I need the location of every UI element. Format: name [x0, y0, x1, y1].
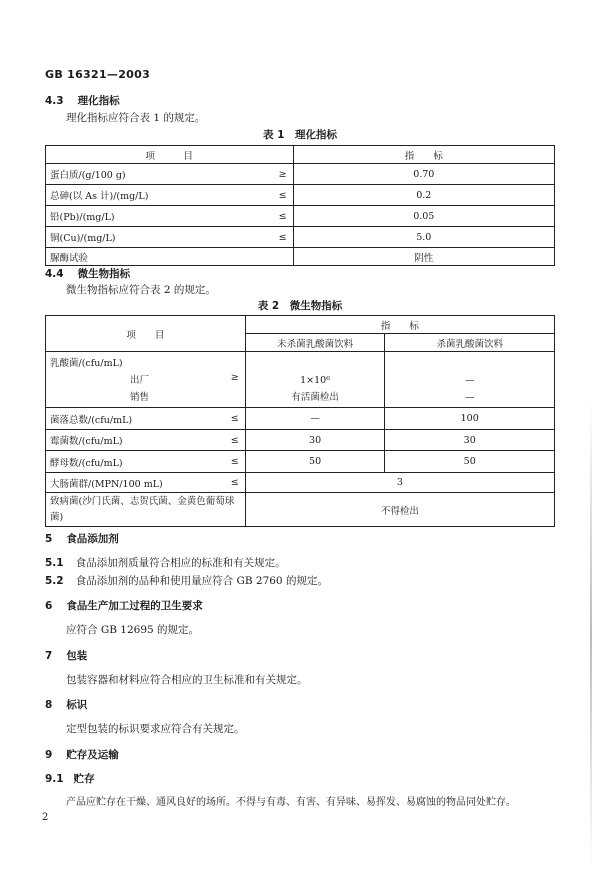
table-row: [46, 185, 555, 206]
table-2-caption: 表 2 微生物指标: [257, 300, 343, 312]
section-title: 贮存: [73, 773, 95, 785]
table-row: [46, 164, 555, 185]
document-header: GB 16321—2003: [45, 68, 151, 81]
table-cell-value: 30: [385, 430, 555, 451]
section-5-1: [45, 555, 286, 570]
table-cell-symbol: ≥: [223, 352, 245, 408]
table-row-lactic: [46, 352, 555, 408]
table-cell-value: 50: [245, 451, 385, 473]
table-cell-symbol: ≤: [223, 451, 245, 473]
table-row: [46, 451, 555, 473]
table-cell-value: 30: [245, 430, 385, 451]
table-1: [45, 145, 555, 266]
table-cell-symbol: ≥: [271, 164, 293, 185]
section-text: 食品添加剂的品种和使用量应符合 GB 2760 的规定。: [75, 575, 328, 587]
table-1-header-index: 指 标: [293, 146, 554, 164]
section-number: 4.3: [45, 95, 64, 107]
section-6-heading: [45, 598, 203, 613]
section-title: 标识: [66, 699, 88, 711]
table-cell-item: 酵母数/(cfu/mL): [46, 451, 224, 473]
section-title: 食品添加剂: [66, 533, 119, 545]
table-1-caption: 表 1 理化指标: [263, 129, 337, 141]
table-cell-subitem: 销售: [130, 392, 150, 403]
section-title: 食品生产加工过程的卫生要求: [66, 600, 203, 612]
table-cell-value: 100: [385, 408, 555, 430]
table-1-header-item: 项 目: [46, 146, 294, 164]
table-cell-item: 致病菌(沙门氏菌、志贺氏菌、金黄色葡萄球菌): [46, 493, 246, 527]
table-cell-value: 不得检出: [245, 493, 554, 527]
section-6-text: 应符合 GB 12695 的规定。: [66, 624, 200, 636]
section-4-3-heading: [45, 93, 120, 108]
table-2-header-index: 指 标: [245, 316, 554, 334]
section-number: 7: [45, 650, 53, 662]
section-number: 5.2: [45, 575, 64, 587]
section-title: 贮存及运输: [66, 749, 119, 761]
table-cell-symbol: ≤: [271, 206, 293, 227]
table-cell-item: 铅(Pb)/(mg/L): [46, 206, 272, 227]
table-cell-value: 1×10⁶: [300, 375, 331, 386]
table-cell-item: 总砷(以 As 计)/(mg/L): [46, 185, 272, 206]
section-text: 食品添加剂质量符合相应的标准和有关规定。: [75, 557, 286, 569]
table-cell-item: 乳酸菌/(cfu/mL): [50, 358, 123, 369]
table-row: [46, 248, 555, 266]
section-number: 4.4: [45, 268, 64, 280]
table-2: [45, 315, 555, 527]
table-cell-item: 菌落总数/(cfu/mL): [46, 408, 224, 430]
section-4-4-heading: [45, 266, 130, 281]
table-cell-item: 蛋白质/(g/100 g): [46, 164, 272, 185]
table-cell-value: —: [464, 375, 475, 386]
table-row: [46, 206, 555, 227]
table-row: [46, 430, 555, 451]
table-row: [46, 493, 555, 527]
table-cell-item: 霉菌数/(cfu/mL): [46, 430, 224, 451]
table-row: [46, 408, 555, 430]
table-cell-item: 大肠菌群/(MPN/100 mL): [46, 473, 224, 493]
table-cell-value: 3: [245, 473, 554, 493]
page-number: 2: [42, 812, 49, 823]
section-8-heading: [45, 697, 87, 712]
table-cell-value: 有活菌检出: [291, 392, 339, 403]
section-number: 6: [45, 600, 53, 612]
table-cell-value: 0.70: [293, 164, 554, 185]
table-2-header-unsterilized: 未杀菌乳酸菌饮料: [245, 334, 385, 352]
section-number: 5.1: [45, 557, 64, 569]
table-cell-symbol: ≤: [223, 473, 245, 493]
table-cell-value: 50: [385, 451, 555, 473]
section-title: 微生物指标: [77, 268, 131, 280]
table-cell-value: 0.05: [293, 206, 554, 227]
table-row: [46, 473, 555, 493]
table-cell-symbol: ≤: [271, 185, 293, 206]
section-5-2: [45, 573, 328, 588]
section-9-heading: [45, 747, 119, 762]
table-2-header-sterilized: 杀菌乳酸菌饮料: [385, 334, 555, 352]
table-cell-value: —: [464, 392, 475, 403]
table-cell-symbol: ≤: [223, 430, 245, 451]
section-5-heading: [45, 531, 119, 546]
table-cell-symbol: [271, 248, 293, 266]
section-9-1-heading: [45, 771, 95, 786]
table-cell-symbol: ≤: [271, 227, 293, 248]
table-cell-symbol: ≤: [223, 408, 245, 430]
table-cell-item: 脲酶试验: [46, 248, 272, 266]
section-title: 包装: [66, 650, 88, 662]
table-row: [46, 227, 555, 248]
table-cell-value: 0.2: [293, 185, 554, 206]
table-cell-item: 铜(Cu)/(mg/L): [46, 227, 272, 248]
table-cell-value: —: [245, 408, 385, 430]
section-4-4-text: 微生物指标应符合表 2 的规定。: [66, 284, 216, 296]
section-number: 9.1: [45, 773, 64, 785]
section-7-heading: [45, 648, 87, 663]
table-2-header-item: 项 目: [46, 316, 246, 352]
section-title: 理化指标: [77, 95, 120, 107]
section-number: 9: [45, 749, 53, 761]
table-cell-value: 5.0: [293, 227, 554, 248]
section-9-1-text: 产品应贮存在干燥、通风良好的场所。不得与有毒、有害、有异味、易挥发、易腐蚀的物品同处贮存。: [66, 797, 516, 808]
section-8-text: 定型包装的标识要求应符合有关规定。: [66, 723, 245, 735]
scan-edge-shadow: [590, 400, 592, 870]
table-cell-subitem: 出厂: [130, 375, 150, 386]
section-number: 5: [45, 533, 53, 545]
section-4-3-text: 理化指标应符合表 1 的规定。: [66, 112, 206, 124]
section-7-text: 包装容器和材料应符合相应的卫生标准和有关规定。: [66, 674, 308, 686]
table-cell-value: 阴性: [293, 248, 554, 266]
section-number: 8: [45, 699, 53, 711]
